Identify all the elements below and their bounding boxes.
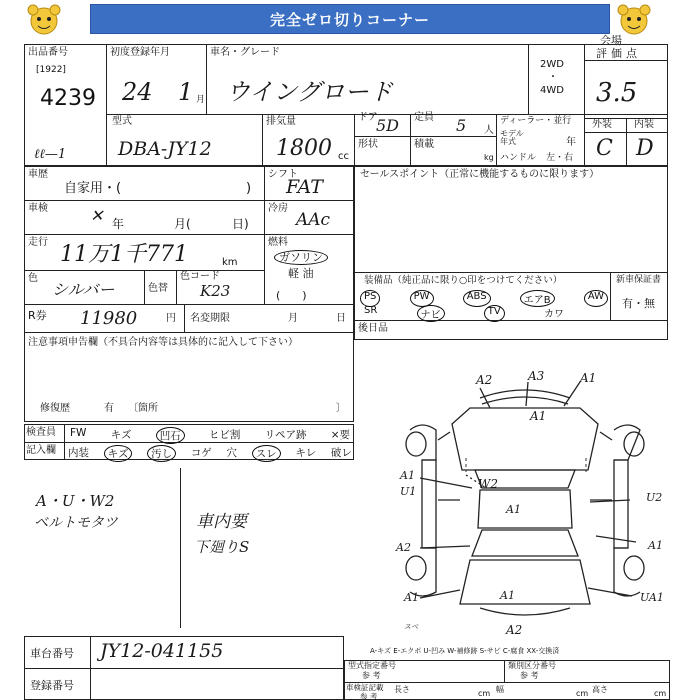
handle-label: ハンドル [500,153,537,163]
insp-cut: キレ [295,447,317,459]
insp-tear: 破レ [330,447,352,459]
shift-label: シフト [268,169,298,180]
insp-wear: スレ [252,445,281,462]
designation-ref: 参 考 [362,671,381,680]
inspector-label2: 記入欄 [26,445,56,456]
shape-label: 形状 [358,139,378,150]
length-label: 長さ [394,685,410,694]
repair-bracket: 〔箇所 [128,403,158,414]
first-reg-month-unit: 月 [196,95,206,105]
model-value: DBA-JY12 [118,138,212,160]
car-name-label: 車名・グレード [210,47,280,58]
load-label: 積載 [414,139,434,150]
fuel-diesel: 軽 油 [288,267,314,280]
code-value: K23 [200,282,231,300]
equip-navi: ナビ [417,305,445,322]
insp-kizu: キズ [110,429,132,441]
rear-seat-label: 後日品 [358,323,388,334]
lot-sub: [1922] [36,65,66,75]
model-year-label: モデル年式 [500,129,524,146]
shift-value: FAT [286,176,323,198]
mark-a1-rear-c: A1 [500,589,515,602]
mileage-unit: km [222,257,238,268]
car-history-value: 自家用・( [64,181,122,196]
mark-ua1-rear-r: UA1 [640,591,664,604]
rating-value: 3.5 [596,78,638,108]
cooling-value: AAc [296,210,331,230]
note-mid2: 下廻りS [194,538,250,556]
color-label: 色 [28,273,38,284]
vehicle-cert-ref: 参 考 [360,692,378,700]
doors-value: 5D [376,116,400,135]
insp-crack: ヒビ割 [208,429,241,441]
category-ref: 参 考 [520,671,539,680]
equip-tv: TV [484,305,505,322]
equip-sr: SR [364,305,378,316]
recycle-unit: 円 [166,313,176,324]
mileage-label: 走行 [28,237,48,248]
width-unit: cm [576,689,589,698]
capacity-unit: 人 [484,125,494,136]
inspection-month: 月( [174,217,191,231]
first-reg-year: 24 [122,78,153,106]
insp-burn: コゲ [190,447,212,459]
insp-hole: 穴 [226,447,237,459]
mark-a1-right: A1 [648,539,663,552]
bear-mascot-icon [614,3,654,37]
mark-a1-top-r: A1 [580,371,597,385]
doors-label: ドア [358,112,378,123]
equipment-row2 [364,305,564,322]
repair-label: 修復歴 [40,403,70,414]
dealer-label: ディーラー・並行 [500,116,572,126]
mark-a1-hood: A1 [530,409,547,423]
venue-note: 会場 [600,34,622,47]
lot-number: 4239 [40,86,96,111]
int-value: D [636,136,654,161]
mark-a1-roof: A1 [506,503,521,516]
equip-airbag: エアB [520,290,555,307]
first-reg-month: 1 [178,78,194,106]
vehicle-cert-label: 車検証記載 [346,683,384,692]
mark-a3-top: A3 [528,369,545,383]
header-title: 完全ゼロ切りコーナー [269,10,430,29]
lot-label: 出品番号 [28,47,68,58]
drive-dot: ・ [548,72,558,83]
name-change-month: 月 [288,313,298,324]
displacement-unit: cc [338,151,349,162]
drive-2wd: 2WD [540,59,564,70]
first-reg-label: 初度登録年月 [110,47,170,58]
color-value: シルバー [52,280,115,299]
insp-dent-stone: 凹石 [156,427,185,444]
model-label: 型式 [112,116,132,127]
model-year-unit: 年 [566,137,576,148]
fuel-paren: ( ) [276,289,307,302]
mark-a1-left: A1 [400,469,415,482]
height-label: 高さ [592,685,608,694]
insp-interior: 内装 [68,447,89,459]
name-change-day: 日 [336,313,346,324]
mark-suberi: スベ [404,623,418,631]
handle-value: 左・右 [546,153,574,163]
repair-close: 〕 [336,403,346,414]
mark-a2-bottom: A2 [506,623,523,637]
displacement-label: 排気量 [266,116,296,127]
equip-abs: ABS [463,290,491,307]
inspector-label1: 検査員 [26,427,56,438]
car-damage-diagram [380,360,670,650]
fuel-gas-text: ガソリン [279,251,323,264]
insp-needs: ×要 [330,429,350,441]
warranty-value: 有・無 [622,297,655,310]
equip-aw: AW [584,290,608,307]
chassis-label: 車台番号 [30,647,74,660]
equipment-label: 装備品（純正品に限り○印をつけてください） [364,275,563,286]
code-label: 色コード [180,271,220,282]
recycle-value: 11980 [80,308,138,329]
mark-a2-top: A2 [476,373,493,387]
note-left1: A・U・W2 [36,492,115,510]
mark-u1-left: U1 [400,485,417,498]
car-history-close: ) [246,181,252,196]
repair-value: 有 [104,403,114,414]
inspector-row1 [70,427,350,444]
registration-label: 登録番号 [30,679,74,692]
equip-leather: カワ [544,309,564,320]
note-left2: ベルトモタツ [34,515,118,531]
chassis-value: JY12-041155 [100,640,224,662]
category-label: 類別区分番号 [508,661,556,670]
notes-label: 注意事項申告欄（不具合内容等は具体的に記入して下さい） [28,337,298,348]
mileage-value: 11万1千771 [60,242,188,267]
inspection-mark: ✕ [90,206,104,225]
ext-value: C [596,136,613,161]
inspection-label: 車検 [28,203,48,214]
bear-mascot-icon [24,3,64,37]
model-side-note: ℓℓ—1 [34,147,67,162]
inspector-row2 [68,445,352,462]
insp-int-kizu: キズ [104,445,133,462]
recycle-label: R券 [28,309,47,322]
capacity-value: 5 [456,116,467,135]
drive-4wd: 4WD [540,85,564,96]
mark-u2-right: U2 [646,491,663,504]
header-bar [90,4,610,34]
equip-ps: PS [360,290,380,307]
car-name-value: ウイングロード [226,78,393,106]
fuel-gas [274,250,328,265]
rating-label: 評価点 [596,47,641,60]
damage-legend: A-キズ E-エクボ U-凹み W-補修跡 S-サビ C-腐食 XX-交換済 [370,647,560,655]
mark-w2-roof: W2 [478,477,498,491]
equip-pw: PW [410,290,434,307]
displacement-value: 1800 [276,136,332,161]
height-unit: cm [654,689,667,698]
insp-dirty: 汚し [147,445,176,462]
fuel-label: 燃料 [268,237,288,248]
mark-a2-left: A2 [396,541,411,554]
sales-point-label: セールスポイント（正常に機能するものに限ります） [360,169,600,180]
length-unit: cm [478,689,491,698]
ext-label: 外装 [592,119,612,130]
width-label: 幅 [496,685,504,694]
capacity-label: 定員 [414,112,434,123]
retouch-label: 色替 [148,283,168,294]
designation-label: 型式指定番号 [348,661,396,670]
inspection-day: 日) [232,217,249,231]
cooling-label: 冷房 [268,203,288,214]
load-unit: kg [484,153,494,162]
insp-repair-trace: リペア跡 [264,429,307,441]
mark-a1-rear-l: A1 [404,591,419,604]
name-change-label: 名変期限 [190,313,230,324]
warranty-label: 新車保証書 [616,275,662,285]
int-label: 内装 [634,119,654,130]
note-mid1: 車内要 [196,512,247,532]
inspection-year: 年 [112,217,125,231]
insp-fw: FW [70,427,87,439]
car-history-label: 車歴 [28,169,48,180]
